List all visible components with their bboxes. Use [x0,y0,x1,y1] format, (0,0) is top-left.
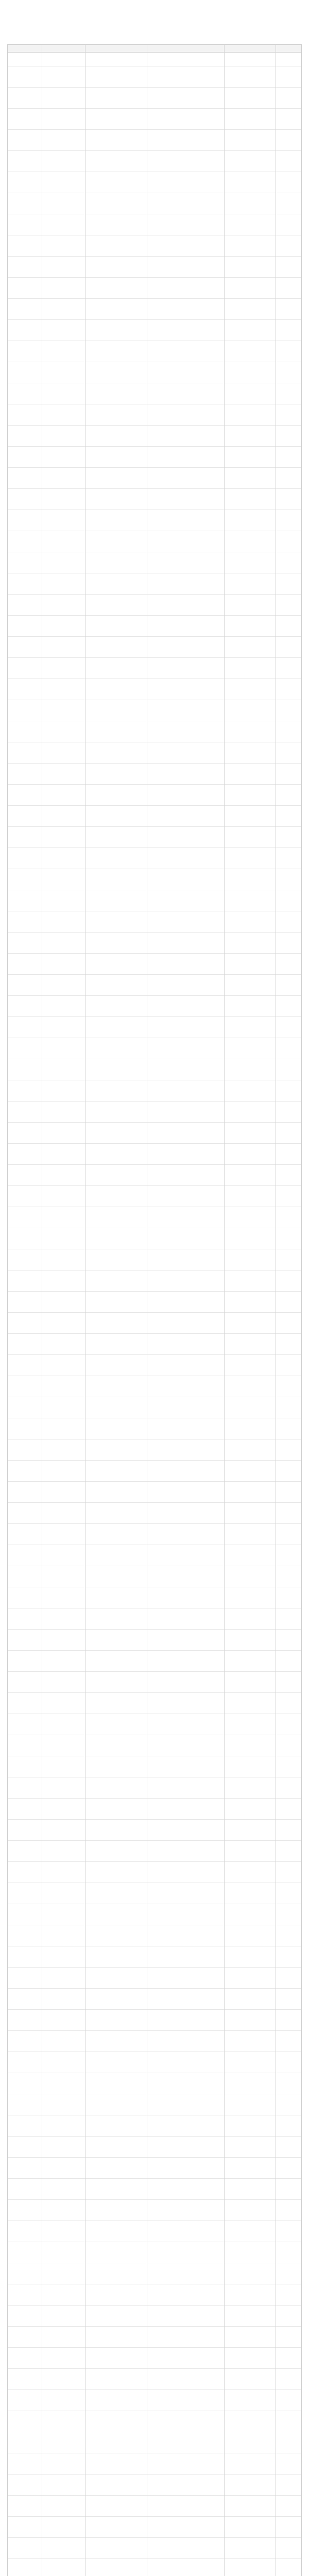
page-header [0,0,309,41]
column-divider [224,45,225,2576]
table-header-row [8,45,301,53]
data-table [7,44,302,2576]
